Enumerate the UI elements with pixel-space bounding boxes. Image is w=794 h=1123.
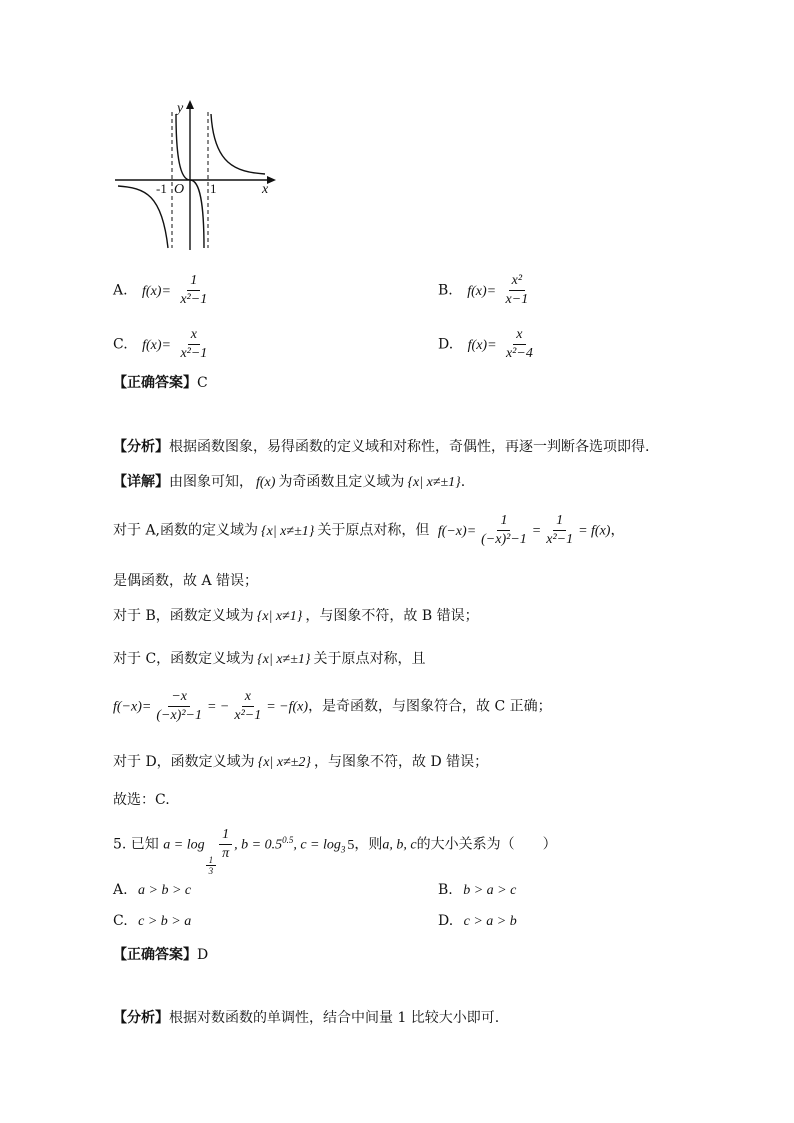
function-graph	[110, 98, 280, 256]
option-c[interactable]	[113, 326, 212, 363]
q5-stem-pre: 5. 已知	[113, 836, 159, 853]
q5-option-c-label: C.	[113, 913, 128, 929]
option-b-num: x²	[509, 272, 525, 291]
q5-analysis	[113, 1007, 499, 1027]
q5-option-b-label: B.	[438, 882, 453, 898]
q4-analysis	[113, 436, 649, 456]
a-f2-den: x²−1	[546, 532, 574, 547]
c-fraction-1	[153, 688, 205, 725]
q5-stem-c-base: 3	[340, 844, 346, 855]
q5-option-b[interactable]	[438, 882, 516, 899]
a-rhs: = f(x)	[578, 523, 611, 539]
q5-arg-fraction	[219, 826, 232, 863]
a-eq: =	[531, 523, 542, 539]
detail-text-1: 由图象可知，	[169, 474, 253, 490]
analysis-option-a	[113, 512, 624, 549]
b-set: {x| x≠1}	[256, 609, 303, 624]
c-f2-num: x	[242, 688, 254, 707]
option-a-fraction	[177, 272, 210, 309]
q5-answer	[113, 944, 208, 964]
curve-right-branch	[211, 114, 265, 174]
q5-stem-a: a = log	[163, 837, 205, 853]
c-post: 关于原点对称，且	[313, 651, 426, 667]
option-b[interactable]	[438, 272, 533, 309]
option-b-den: x−1	[505, 292, 529, 307]
q5-option-c[interactable]	[113, 913, 191, 930]
option-d-num: x	[513, 326, 525, 345]
option-a-label: A.	[113, 282, 128, 299]
q5-analysis-text: 根据对数函数的单调性，结合中间量 1 比较大小即可.	[169, 1010, 500, 1026]
analysis-option-b	[113, 605, 479, 625]
analysis-tag: 【分析】	[113, 439, 169, 455]
a-mid: 关于原点对称，但	[317, 522, 430, 539]
c-f2-den: x²−1	[234, 708, 262, 723]
c-pre: 对于 C，函数定义域为	[113, 651, 255, 667]
option-c-num: x	[188, 326, 200, 345]
analysis-text: 根据函数图象，易得函数的定义域和对称性，奇偶性，再逐一判断各选项即得.	[169, 439, 650, 455]
a-f2-num: 1	[553, 512, 566, 531]
detail-text-2: 为奇函数且定义域为	[278, 474, 405, 490]
answer-tag: 【正确答案】	[113, 375, 197, 391]
q5-option-c-text: c > b > a	[138, 914, 192, 929]
q5-option-d[interactable]	[438, 913, 517, 930]
axis-label-y: y	[177, 101, 184, 116]
q5-arg-num: 1	[219, 826, 232, 845]
option-d[interactable]	[438, 326, 538, 363]
c-eq: = −	[206, 699, 230, 715]
b-post: ，与图象不符，故 B 错误；	[305, 608, 479, 624]
a-fraction-2	[543, 512, 576, 549]
tick-label-1: 1	[210, 181, 217, 196]
choose-text: 故选：C.	[113, 792, 170, 808]
c-f1-num: −x	[168, 688, 190, 707]
option-c-den: x²−1	[180, 346, 208, 361]
d-set: {x| x≠±2}	[257, 755, 312, 770]
analysis-option-c-line2	[113, 688, 552, 725]
option-d-lhs: f(x)=	[467, 337, 497, 353]
a-comma: ，	[610, 522, 625, 539]
option-c-lhs: f(x)=	[142, 337, 171, 353]
a-f1-num: 1	[497, 512, 510, 531]
y-axis-arrow	[186, 100, 194, 109]
q4-detail	[113, 471, 465, 491]
option-a-lhs: f(x)=	[142, 283, 171, 299]
option-c-label: C.	[113, 336, 128, 353]
a-set: {x| x≠±1}	[261, 523, 315, 539]
option-d-den: x²−4	[505, 346, 533, 361]
option-c-fraction	[177, 326, 210, 363]
q5-base-num: 1	[206, 855, 217, 866]
option-b-label: B.	[438, 282, 453, 299]
detail-set: {x| x≠±1}	[407, 475, 461, 490]
q5-stem-c: , c = log	[293, 837, 341, 853]
tick-label-neg1: -1	[156, 181, 167, 196]
q5-option-a[interactable]	[113, 882, 191, 899]
q5-base-den: 3	[208, 865, 214, 876]
q5-analysis-tag: 【分析】	[113, 1010, 169, 1026]
c-fraction-2	[231, 688, 264, 725]
q4-choose	[113, 789, 170, 809]
option-a-den: x²−1	[180, 292, 208, 307]
q5-stem-c-arg: 5	[347, 837, 355, 853]
d-post: ，与图象不符，故 D 错误；	[314, 754, 489, 770]
option-a-num: 1	[187, 272, 200, 291]
b-pre: 对于 B，函数定义域为	[113, 608, 254, 624]
q5-stem-end: 的大小关系为（ ）	[416, 836, 557, 853]
q5-option-d-text: c > a > b	[463, 914, 517, 929]
c-rhs: = −f(x)	[266, 699, 309, 715]
q5-stem-b-exp: 0.5	[282, 834, 294, 845]
a-line2: 是偶函数，故 A 错误；	[113, 573, 259, 589]
x-axis-arrow	[267, 176, 276, 184]
analysis-option-a-line2	[113, 570, 258, 590]
option-b-fraction	[503, 272, 532, 309]
q5-arg-den: π	[222, 846, 230, 861]
q5-option-d-label: D.	[438, 913, 454, 929]
option-a[interactable]	[113, 272, 212, 309]
q4-answer	[113, 372, 208, 392]
q5-log-base-fraction	[206, 855, 217, 876]
q5-option-a-text: a > b > c	[138, 883, 192, 898]
q5-stem-b: , b = 0.5	[234, 837, 283, 853]
a-lhs: f(−x)=	[437, 523, 477, 539]
q5-option-a-label: A.	[113, 882, 128, 898]
q5-stem-vars: a, b, c	[382, 837, 417, 853]
axis-label-x: x	[262, 182, 269, 197]
q5-stem-post: ，则	[354, 836, 383, 853]
a-f1-den: (−x)²−1	[481, 532, 527, 547]
answer-value: C	[197, 375, 208, 391]
q5-answer-value: D	[197, 947, 209, 963]
origin-label: O	[174, 182, 185, 197]
c-set: {x| x≠±1}	[257, 652, 311, 667]
c-post2: ，是奇函数，与图象符合，故 C 正确；	[308, 698, 552, 715]
option-d-label: D.	[438, 336, 454, 353]
analysis-option-d	[113, 751, 488, 771]
detail-fx: f(x)	[256, 475, 276, 490]
option-d-fraction	[503, 326, 536, 363]
a-pre: 对于 A,函数的定义域为	[113, 522, 259, 539]
d-pre: 对于 D，函数定义域为	[113, 754, 255, 770]
c-lhs: f(−x)=	[113, 699, 152, 715]
a-fraction-1	[478, 512, 530, 549]
analysis-option-c	[113, 648, 426, 668]
c-f1-den: (−x)²−1	[156, 708, 202, 723]
q5-answer-tag: 【正确答案】	[113, 947, 197, 963]
detail-tag: 【详解】	[113, 474, 169, 490]
option-b-lhs: f(x)=	[467, 283, 497, 299]
q5-option-b-text: b > a > c	[463, 883, 517, 898]
detail-end: .	[460, 474, 466, 490]
q5-stem	[113, 826, 557, 876]
